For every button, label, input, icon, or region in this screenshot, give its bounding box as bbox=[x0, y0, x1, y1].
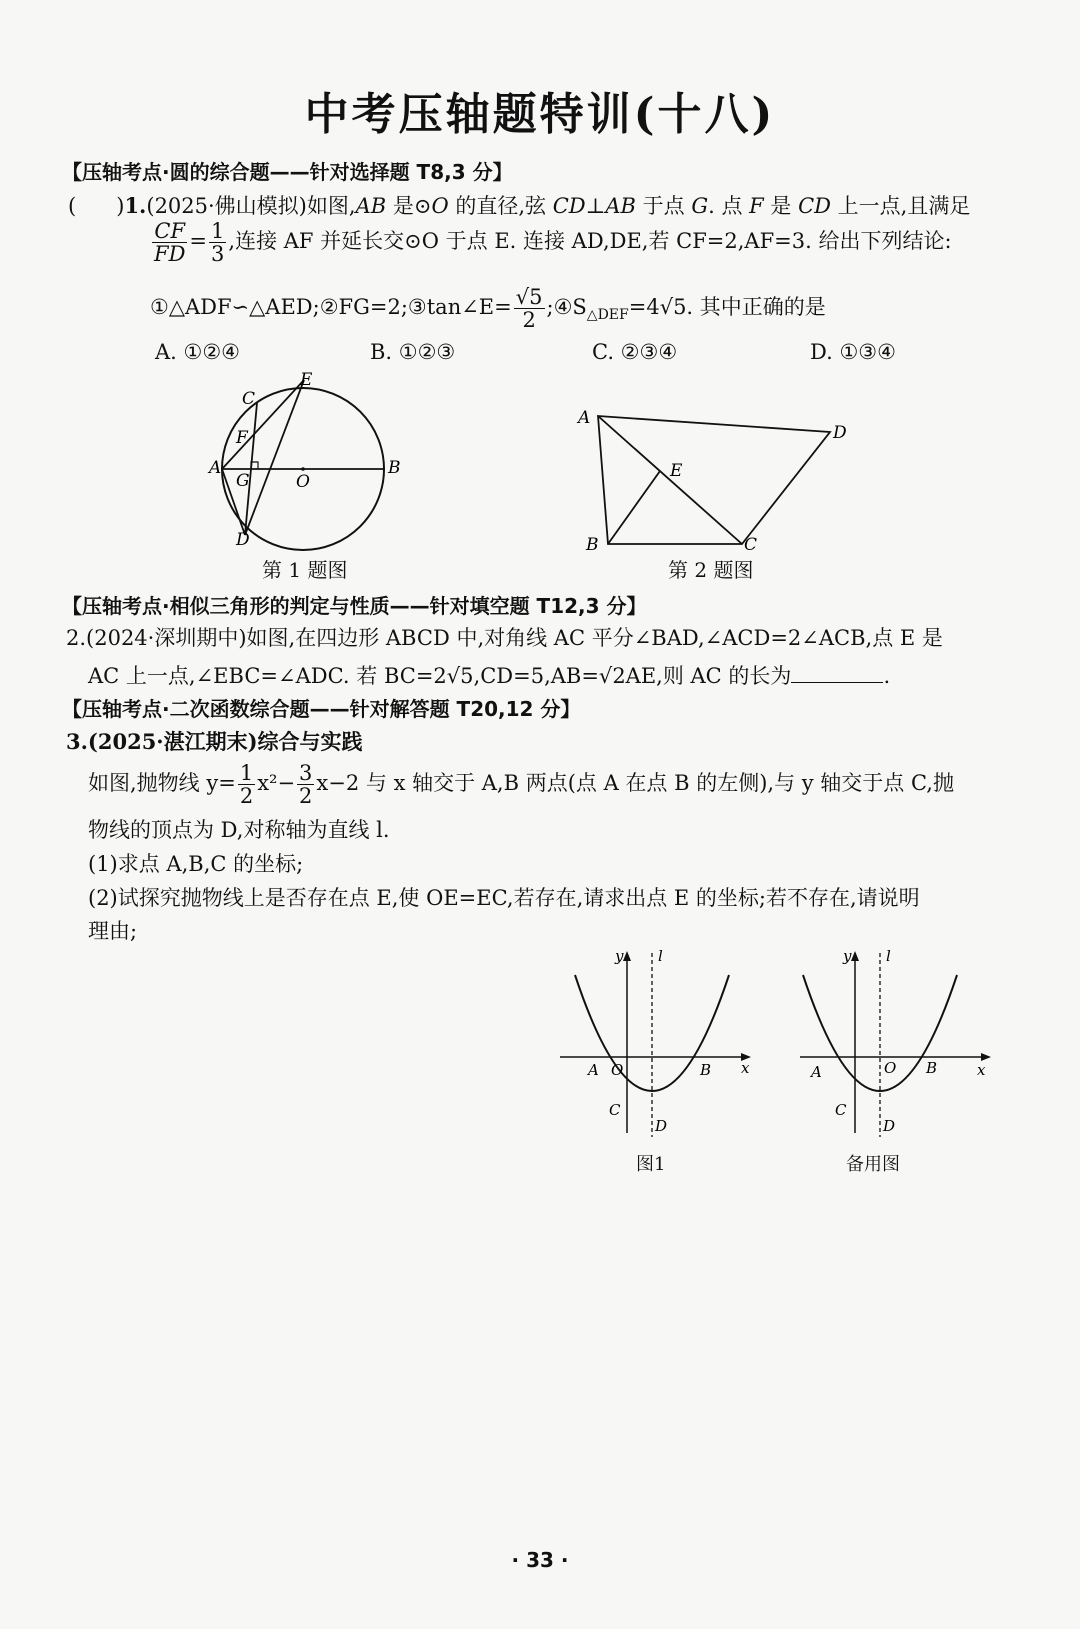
parabola-figure-backup bbox=[795, 945, 995, 1145]
section-heading-1: 【压轴考点·圆的综合题——针对选择题 T8,3 分】 bbox=[62, 160, 513, 184]
frac-denominator: 3 bbox=[211, 242, 225, 267]
q1-text: ⊥ bbox=[585, 194, 606, 218]
label-e: E bbox=[300, 370, 313, 390]
q1-line-2 bbox=[150, 220, 952, 265]
q1-text: =4√5. 其中正确的是 bbox=[628, 295, 826, 320]
center-point bbox=[301, 467, 305, 471]
q3-para-1 bbox=[88, 762, 954, 807]
q1-number: 1. bbox=[124, 193, 147, 218]
q2-line-2 bbox=[88, 660, 890, 690]
q1-source: (2025·佛山模拟) bbox=[146, 194, 307, 218]
frac-denominator: 2 bbox=[239, 784, 254, 809]
label-l: l bbox=[886, 947, 891, 965]
q1-var: F bbox=[749, 194, 764, 218]
q2-line-1: 2.(2024·深圳期中)如图,在四边形 ABCD 中,对角线 AC 平分∠BAD,∠ACD=2∠ACB,点 E 是 bbox=[66, 626, 943, 650]
page-number: · 33 · bbox=[511, 1548, 569, 1572]
label-o: O bbox=[296, 472, 310, 492]
frac-numerator: 3 bbox=[299, 761, 313, 785]
y-axis-arrow bbox=[851, 951, 859, 961]
frac-denominator: FD bbox=[154, 242, 186, 267]
label-y: y bbox=[615, 947, 624, 965]
q1-line-3 bbox=[150, 286, 826, 331]
fraction-one-third bbox=[209, 220, 226, 265]
label-c: C bbox=[744, 535, 758, 555]
q1-var: O bbox=[431, 194, 449, 218]
fraction-sqrt5-2 bbox=[514, 286, 545, 331]
fraction-three-halves bbox=[297, 762, 314, 807]
option-a[interactable]: A. ①②④ bbox=[155, 340, 240, 364]
q1-conclusions: ①△ADF∽△AED;②FG=2;③tan∠E= bbox=[150, 295, 512, 320]
label-l: l bbox=[658, 947, 663, 965]
y-axis-arrow bbox=[623, 951, 631, 961]
q1-var: CD bbox=[798, 194, 831, 218]
q1-text: 是⊙ bbox=[386, 194, 432, 218]
answer-bracket[interactable]: ( ) bbox=[68, 194, 125, 218]
q1-text: 于点 bbox=[635, 194, 692, 218]
label-d: D bbox=[883, 1117, 896, 1135]
q2-text: . bbox=[883, 664, 891, 688]
option-b[interactable]: B. ①②③ bbox=[370, 340, 456, 364]
label-e: E bbox=[670, 461, 683, 481]
page-title: 中考压轴题特训(十八) bbox=[304, 89, 776, 140]
quad-abcd bbox=[598, 416, 830, 544]
figure-1-circle bbox=[200, 365, 410, 565]
figure-1-caption: 第 1 题图 bbox=[262, 558, 348, 582]
label-a: A bbox=[578, 408, 591, 428]
fraction-half bbox=[238, 762, 255, 807]
q2-text: AC 上一点,∠EBC=∠ADC. 若 BC=2√5,CD=5,AB=√2AE,则 AC 的长为 bbox=[88, 664, 792, 688]
label-b: B bbox=[388, 458, 401, 478]
figure-2-caption: 第 2 题图 bbox=[668, 558, 754, 582]
q3-part-1: (1)求点 A,B,C 的坐标; bbox=[88, 852, 304, 876]
q1-text: 上一点,且满足 bbox=[831, 194, 971, 218]
q1-var: CD bbox=[552, 194, 586, 218]
label-x: x bbox=[977, 1061, 986, 1079]
label-c: C bbox=[609, 1101, 621, 1119]
q1-var: AB bbox=[355, 194, 387, 218]
q1-text: = bbox=[189, 229, 208, 254]
figure-2-quadrilateral bbox=[570, 400, 860, 560]
option-d[interactable]: D. ①③④ bbox=[810, 340, 896, 364]
label-a: A bbox=[811, 1063, 822, 1081]
q1-line-1 bbox=[68, 190, 970, 220]
label-a: A bbox=[209, 458, 222, 478]
answer-blank[interactable] bbox=[791, 664, 883, 683]
q3-text: x−2 与 x 轴交于 A,B 两点(点 A 在点 B 的左侧),与 y 轴交于点 C,抛 bbox=[316, 771, 954, 796]
label-c: C bbox=[242, 389, 256, 409]
label-o: O bbox=[611, 1061, 624, 1079]
label-c: C bbox=[835, 1101, 847, 1119]
fraction-cf-fd bbox=[152, 220, 187, 265]
label-d: D bbox=[833, 423, 847, 443]
q1-text: ;④S bbox=[546, 295, 587, 320]
section-heading-2: 【压轴考点·相似三角形的判定与性质——针对填空题 T12,3 分】 bbox=[62, 594, 647, 618]
label-g: G bbox=[236, 471, 250, 491]
q1-var: G bbox=[691, 194, 709, 218]
q3-text: 如图,抛物线 y= bbox=[88, 771, 236, 796]
label-y: y bbox=[843, 947, 852, 965]
label-o: O bbox=[884, 1059, 897, 1077]
q1-text: 是 bbox=[763, 194, 799, 218]
parabola-figure-1 bbox=[555, 945, 755, 1145]
label-a: A bbox=[588, 1061, 599, 1079]
frac-denominator: 2 bbox=[299, 784, 313, 809]
frac-numerator: 1 bbox=[239, 761, 254, 785]
q3-part-2: (2)试探究抛物线上是否存在点 E,使 OE=EC,若存在,请求出点 E 的坐标;若不存在,请说明 bbox=[88, 886, 920, 910]
label-x: x bbox=[741, 1059, 750, 1077]
x-axis-arrow bbox=[981, 1053, 991, 1061]
label-b: B bbox=[586, 535, 599, 555]
q3-para-2: 物线的顶点为 D,对称轴为直线 l. bbox=[88, 818, 390, 842]
label-d: D bbox=[655, 1117, 668, 1135]
label-b: B bbox=[700, 1061, 712, 1079]
q1-var: AB bbox=[605, 194, 636, 218]
q3-part-2-end: 理由; bbox=[88, 919, 138, 943]
segment-be bbox=[608, 471, 660, 544]
q3-text: x²− bbox=[257, 771, 296, 796]
frac-denominator: 2 bbox=[522, 308, 536, 333]
label-b: B bbox=[926, 1059, 938, 1077]
frac-numerator: 1 bbox=[211, 219, 225, 243]
frac-numerator: CF bbox=[152, 220, 187, 243]
option-c[interactable]: C. ②③④ bbox=[592, 340, 678, 364]
q3-heading: 3.(2025·湛江期末)综合与实践 bbox=[66, 729, 363, 754]
figure-backup-caption: 备用图 bbox=[846, 1154, 900, 1175]
figure-3-caption: 图1 bbox=[636, 1154, 666, 1175]
frac-numerator: √5 bbox=[515, 285, 543, 309]
q1-text: 的直径,弦 bbox=[448, 194, 553, 218]
q1-text: . 点 bbox=[708, 194, 750, 218]
q1-subscript: △DEF bbox=[586, 307, 629, 324]
q1-text: ,连接 AF 并延长交⊙O 于点 E. 连接 AD,DE,若 CF=2,AF=3. 给出下列结论: bbox=[228, 229, 952, 254]
label-f: F bbox=[236, 428, 248, 448]
section-heading-3: 【压轴考点·二次函数综合题——针对解答题 T20,12 分】 bbox=[62, 697, 581, 721]
label-d: D bbox=[236, 530, 250, 550]
q1-text: 如图, bbox=[306, 194, 356, 218]
